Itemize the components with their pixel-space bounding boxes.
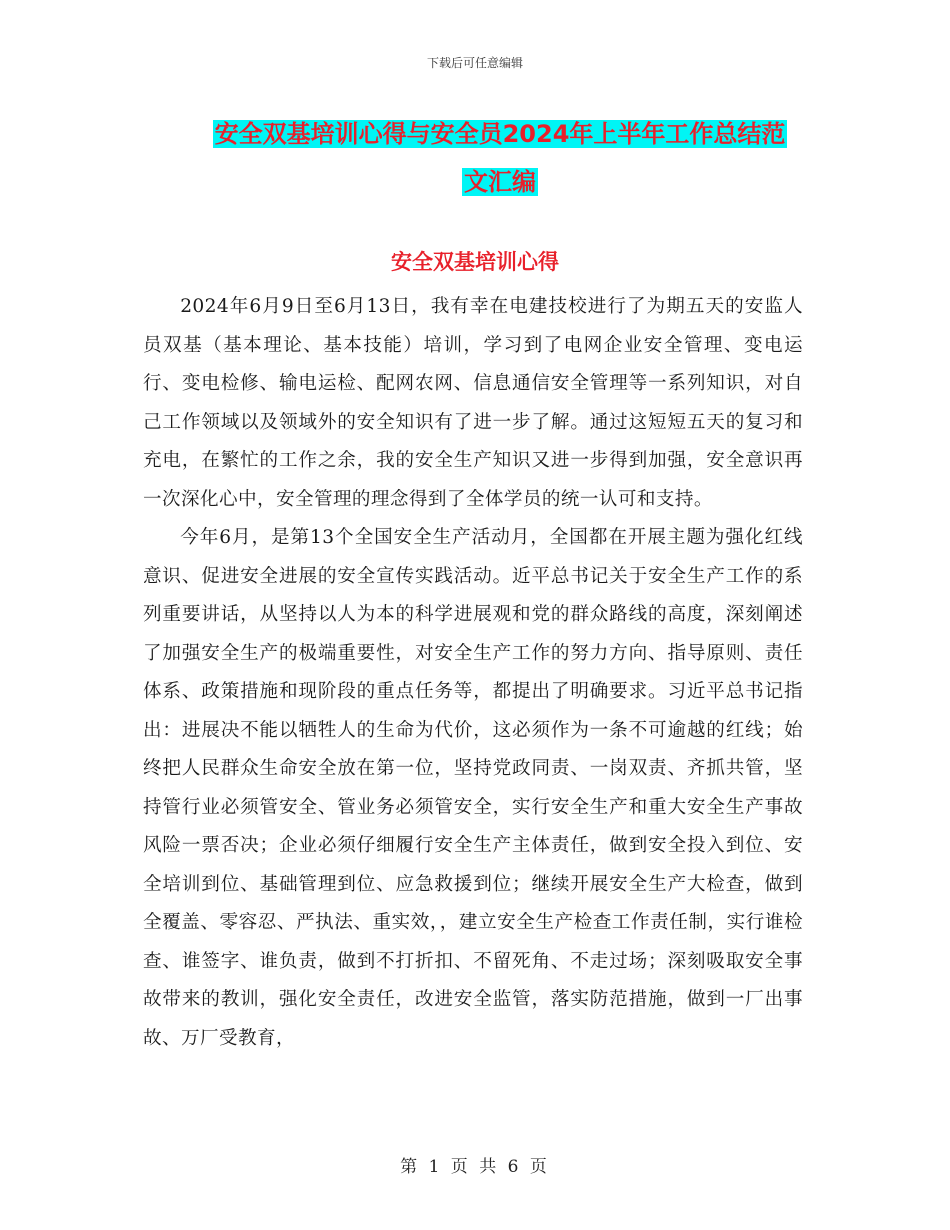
document-title-line-1: 安全双基培训心得与安全员2024年上半年工作总结范 [214,120,786,148]
paragraph-2: 今年6月，是第13个全国安全生产活动月，全国都在开展主题为强化红线意识、促进安全进展的安全宣传实践活动。近平总书记关于安全生产工作的系列重要讲话，从坚持以人为本的科学进展观和党的群众路线的高度，深刻阐述了加强安全生产的极端重要性，对安全生产工作的努力方向、指导原则、责任体系、政策措施和现阶段的重点任务等，都提出了明确要求。习近平总书记指出：进展决不能以牺牲人的生命为代价，这必须作为一条不可逾越的红线；始终把人民群众生命安全放在第一位，坚持党政同责、一岗双责、齐抓共管，坚持管行业必须管安全、管业务必须管安全，实行安全生产和重大安全生产事故风险一票否决；企业必须仔细履行安全生产主体责任，做到安全投入到位、安全培训到位、基础管理到位、应急救援到位；继续开展安全生产大检查，做到全覆盖、零容忍、严执法、重实效，，建立安全生产检查工作责任制，实行谁检查、谁签字、谁负责，做到不打折扣、不留死角、不走过场；深刻吸取安全事故带来的教训，强化安全责任，改进安全监管，落实防范措施，做到一厂出事故、万厂受教育， [143,527,803,1049]
document-title-line-2: 文汇编 [464,168,536,196]
page-header-note: 下载后可任意编辑 [426,56,523,70]
page-number-footer: 第 1 页 共 6 页 [400,1157,550,1177]
document-body [143,288,803,1058]
paragraph-1: 2024年6月9日至6月13日，我有幸在电建技校进行了为期五天的安监人员双基（基本理论、基本技能）培训，学习到了电网企业安全管理、变电运行、变电检修、输电运检、配网农网、信息通信安全管理等一系列知识，对自己工作领域以及领域外的安全知识有了进一步了解。通过这短短五天的复习和充电，在繁忙的工作之余，我的安全生产知识又进一步得到加强，安全意识再一次深化心中，安全管理的理念得到了全体学员的统一认可和支持。 [143,296,803,510]
section-heading: 安全双基培训心得 [391,250,559,274]
document-title [140,110,860,206]
